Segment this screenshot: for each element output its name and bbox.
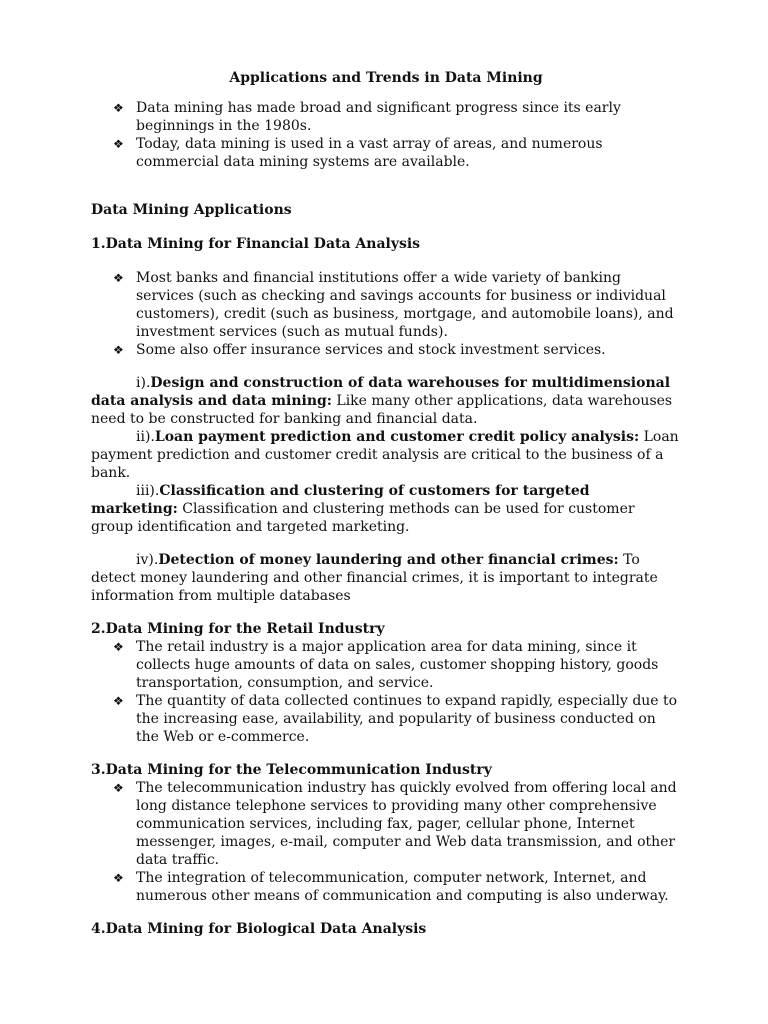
list-item [113, 135, 681, 171]
diamond-bullet-icon: ❖ [113, 781, 124, 795]
financial-bullet-list [91, 269, 681, 359]
bullet-text: The integration of telecommunication, computer network, Internet, and numerous other means of communication and computing is also underway. [136, 870, 669, 904]
item-prefix: iii). [136, 483, 160, 499]
list-item [113, 99, 681, 135]
bullet-text: The telecommunication industry has quickly evolved from offering local and long distance telephone services to providing many other comprehensive communication services, including fax, pager, cellular phone, Internet messenger, images, e-mail, computer and Web data transmission, and other data traffic. [136, 780, 677, 868]
item-text: To detect money laundering and other financial crimes, it is important to integrate information from multiple databases [91, 552, 658, 604]
document-title: Applications and Trends in Data Mining [229, 70, 543, 86]
item-prefix: ii). [136, 429, 155, 445]
bullet-text: Most banks and financial institutions offer a wide variety of banking services (such as checking and savings accounts for business or individual customers), credit (such as business, mortgage, and automobile loans), and investment services (such as mutual funds). [136, 270, 674, 340]
financial-item-2 [91, 428, 681, 482]
biological-heading: 4.Data Mining for Biological Data Analysis [91, 921, 427, 937]
list-item [113, 638, 681, 692]
bullet-text: The retail industry is a major application area for data mining, since it collects huge amounts of data on sales, customer shopping history, goods transportation, consumption, and service. [136, 639, 659, 691]
document-page [91, 69, 681, 938]
retail-heading: 2.Data Mining for the Retail Industry [91, 621, 385, 637]
diamond-bullet-icon: ❖ [113, 694, 124, 708]
item-text: Classification and clustering methods can be used for customer group identification and targeted marketing. [91, 501, 635, 535]
item-title: Loan payment prediction and customer credit policy analysis: [154, 429, 640, 445]
diamond-bullet-icon: ❖ [113, 271, 124, 285]
item-prefix: iv). [136, 552, 159, 568]
financial-item-4 [91, 551, 681, 605]
diamond-bullet-icon: ❖ [113, 343, 124, 357]
financial-item-3 [91, 482, 681, 536]
list-item [113, 869, 681, 905]
applications-heading: Data Mining Applications [91, 202, 292, 218]
list-item [113, 341, 681, 359]
item-title: Classification and clustering of customers for targeted marketing: [91, 483, 590, 517]
financial-item-1 [91, 374, 681, 428]
diamond-bullet-icon: ❖ [113, 101, 124, 115]
item-title: Detection of money laundering and other financial crimes: [158, 552, 619, 568]
diamond-bullet-icon: ❖ [113, 871, 124, 885]
item-prefix: i). [136, 375, 151, 391]
financial-heading: 1.Data Mining for Financial Data Analysis [91, 236, 421, 252]
list-item [113, 269, 681, 341]
intro-bullet-list [91, 99, 681, 171]
telecom-bullet-list [91, 779, 681, 905]
telecom-heading: 3.Data Mining for the Telecommunication Industry [91, 762, 492, 778]
list-item [113, 779, 681, 869]
item-text: Like many other applications, data warehouses need to be constructed for banking and financial data. [91, 393, 673, 427]
item-text: Loan payment prediction and customer credit analysis are critical to the business of a bank. [91, 429, 679, 481]
diamond-bullet-icon: ❖ [113, 137, 124, 151]
bullet-text: The quantity of data collected continues to expand rapidly, especially due to the increasing ease, availability, and popularity of business conducted on the Web or e-commerce. [136, 693, 678, 745]
bullet-text: Data mining has made broad and significant progress since its early beginnings in the 1980s. [136, 100, 621, 134]
bullet-text: Some also offer insurance services and stock investment services. [136, 342, 606, 358]
retail-bullet-list [91, 638, 681, 746]
bullet-text: Today, data mining is used in a vast array of areas, and numerous commercial data mining systems are available. [136, 136, 603, 170]
item-title: Design and construction of data warehouses for multidimensional data analysis and data mining: [91, 375, 671, 409]
diamond-bullet-icon: ❖ [113, 640, 124, 654]
list-item [113, 692, 681, 746]
